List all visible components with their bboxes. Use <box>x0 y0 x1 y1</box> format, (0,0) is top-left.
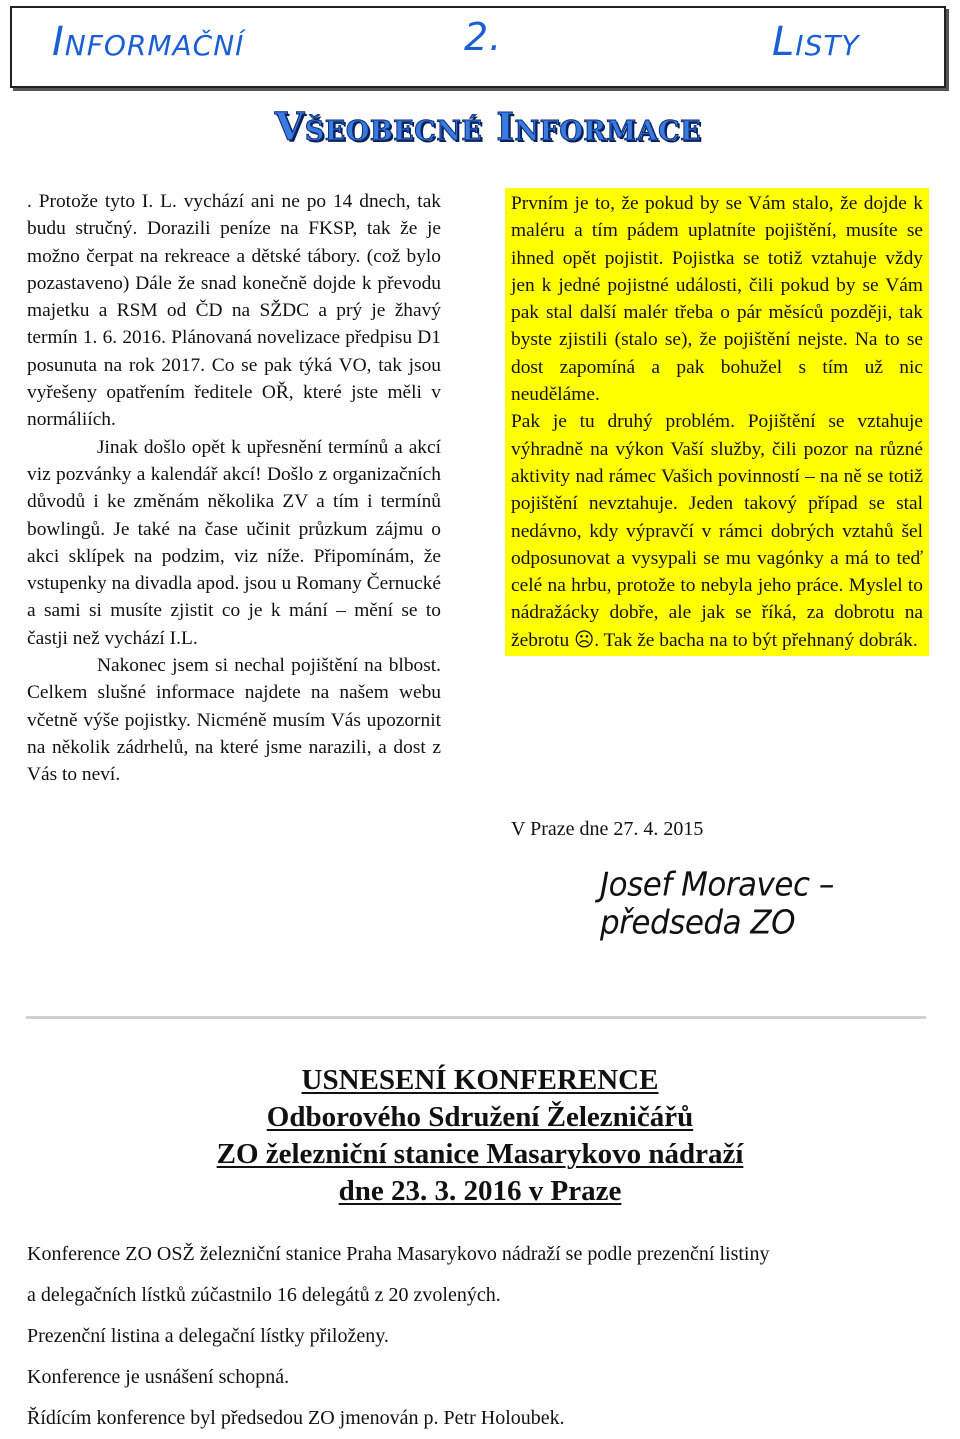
section-divider <box>26 1016 926 1019</box>
signature: Josef Moravec – předseda ZO <box>600 866 834 942</box>
resolution-organization: ZO železniční stanice Masarykovo nádraží <box>216 1138 744 1170</box>
resolution-union-name: Odborového Sdružení Železničářů <box>266 1101 694 1133</box>
resolution-line: Konference ZO OSŽ železniční stanice Praha Masarykovo nádraží se podle prezenční listiny <box>27 1243 770 1265</box>
left-paragraph-1: . Protože tyto I. L. vychází ani ne po 14 dnech, tak budu stručný. Dorazili peníze na FKSP, tak že je možno čerpat na rekreace a dětské tábory. (což bylo pozastaveno) Dále že snad konečně dojde k převodu majetku a RSM od ČD na SŽDC a prý je žhavý termín 1. 6. 2016. Plánovaná novelizace předpisu D1 posunuta na rok 2017. Co se pak týká VO, tak jsou vyřešeny opatřením ředitele OŘ, které jste měli v normáliích. <box>27 191 441 431</box>
header-word-listy: Listy <box>772 19 860 65</box>
resolution-heading <box>0 1062 960 1210</box>
right-paragraph-1: Prvním je to, že pokud by se Vám stalo, že dojde k maléru a tím pádem uplatníte pojištění, musíte se ihned opět pojistit. Pojistka se totiž vztahuje vždy jen k jedné pojistné události, čili pokud by se Vám pak stal další malér třeba o pár měsíců později, tak byste zjistili (stalo se), že pojištění nejste. Na to se dost zapomíná a pak bohužel s tím už nic neuděláme. <box>511 193 923 406</box>
resolution-line: Prezenční listina a delegační lístky přiloženy. <box>27 1325 389 1347</box>
header-issue-number: 2. <box>464 15 503 59</box>
resolution-line: Konference je usnášení schopná. <box>27 1366 290 1388</box>
newsletter-header <box>10 6 946 88</box>
left-paragraph-3: Nakonec jsem si nechal pojištění na blbost. Celkem slušné informace najdete na našem webu včetně výše pojistky. Nicméně musím Vás upozornit na několik zádrhelů, na které jsme narazili, a dost z Vás to neví. <box>27 655 441 786</box>
right-column <box>505 188 929 656</box>
resolution-title: USNESENÍ KONFERENCE <box>301 1064 659 1096</box>
left-column <box>27 188 441 789</box>
header-word-informacni: Informační <box>52 19 245 65</box>
resolution-body <box>27 1234 937 1439</box>
left-paragraph-2: Jinak došlo opět k upřesnění termínů a akcí viz pozvánky a kalendář akcí! Došlo z organizačních důvodů i ke změnám několika ZV a tím i termínů bowlingů. Je také na čase učinit průzkum zájmu o akci sklípek na podzim, viz níže. Připomínám, že vstupenky na divadla apod. jsou u Romany Černucké a sami si musíte zjistit co je k mání – mění se to častji než vychází I.L. <box>27 436 441 649</box>
resolution-date: dne 23. 3. 2016 v Praze <box>338 1175 622 1207</box>
resolution-line: a delegačních lístků zúčastnilo 16 delegátů z 20 zvolených. <box>27 1284 501 1306</box>
resolution-line: Řídícím konference byl předsedou ZO jmenován p. Petr Holoubek. <box>27 1407 565 1429</box>
right-paragraph-2: Pak je tu druhý problém. Pojištění se vztahuje výhradně na výkon Vaší služby, čili pozor na různé aktivity nad rámec Vašich povinností – na ně se totiž pojištění nevztahuje. Jeden takový případ se stal nedávno, kdy výpravčí v rámci dobrých vztahů šel odposunovat a vysypali se mu vagónky a má to teď celé na hrbu, protože to nebyla jeho práce. Myslel to nádražácky dobře, ale jak se říká, za dobrotu na žebrotu ☹. Tak že bacha na to být přehnaný dobrák. <box>511 411 923 651</box>
highlighted-insurance-note <box>505 188 929 656</box>
section-title: Všeobecné Informace <box>274 104 702 149</box>
date-line: V Praze dne 27. 4. 2015 <box>511 818 704 840</box>
